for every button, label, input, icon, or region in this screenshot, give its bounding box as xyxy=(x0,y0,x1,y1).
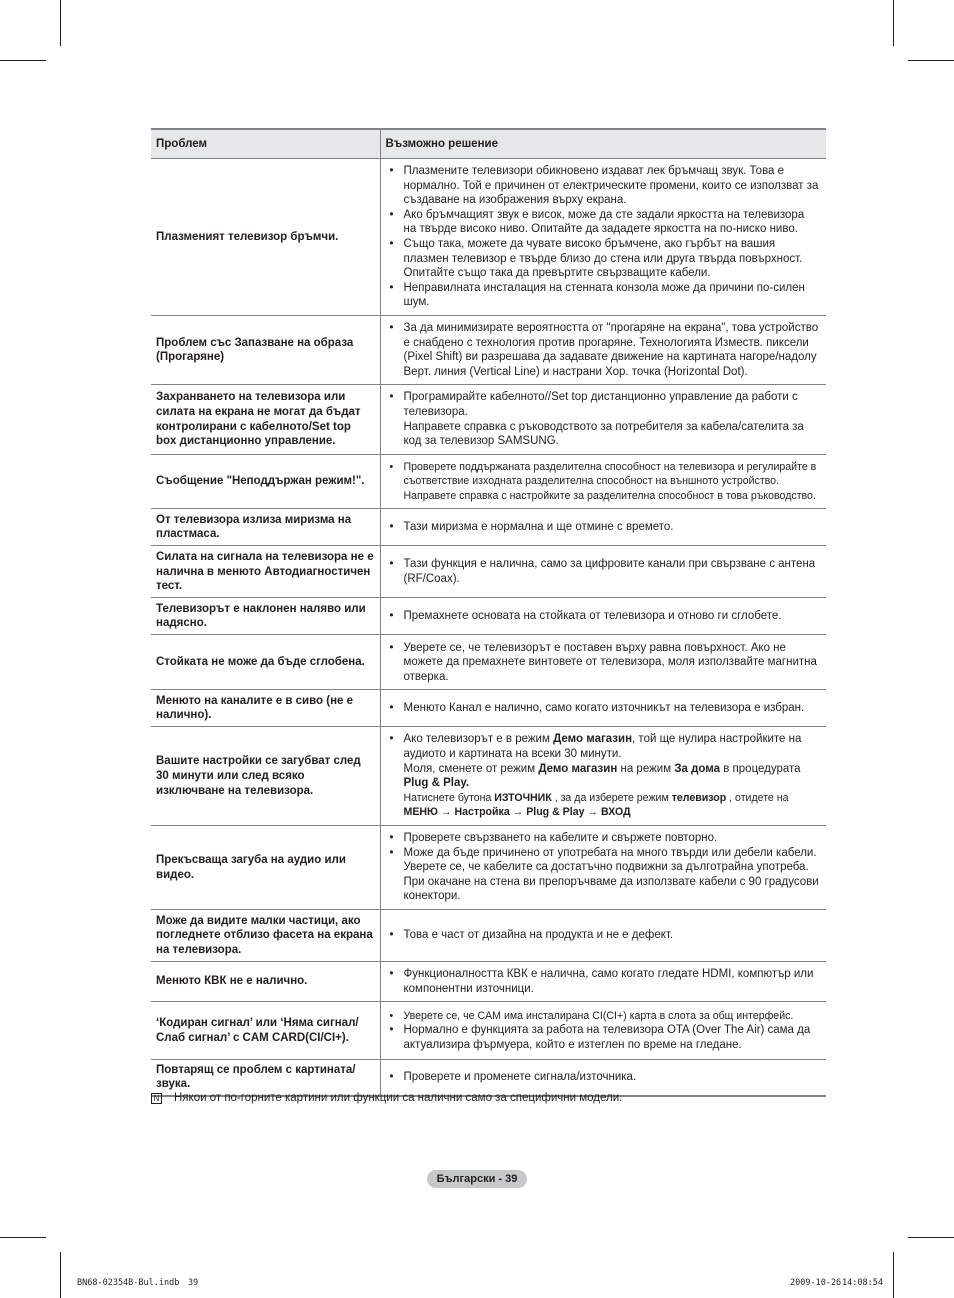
solution-item: • За да минимизирате вероятността от "прогаряне на екрана", това устройство е снабдено с технология против прогаряне. Технологията Изместв. пиксели (Pixel Shift) ви разрешава да задавате движение на картината нагоре/надолу Верт. линия (Vertical Line) и настрани Хор. точка (Horizontal Dot). xyxy=(387,321,821,379)
solution-cell xyxy=(380,1002,826,1060)
solution-cell xyxy=(380,826,826,910)
problem-cell: Плазменият телевизор бръмчи. xyxy=(151,159,380,316)
crop-mark xyxy=(908,60,954,61)
solution-cell xyxy=(380,159,826,316)
table-row xyxy=(151,910,826,962)
problem-cell: Прекъсваща загуба на аудио или видео. xyxy=(151,826,380,910)
solution-item: • Уверете се, че телевизорът е поставен върху равна повърхност. Ако не можете да премахнете винтовете от телевизора, моля използвайте магнитна отверка. xyxy=(387,641,821,685)
solution-item: • Уверете се, че CAM има инсталирана CI(CI+) карта в слота за общ интерфейс. xyxy=(387,1009,821,1024)
problem-cell: Повтарящ се проблем с картината/ звука. xyxy=(151,1060,380,1096)
solution-cell xyxy=(380,690,826,727)
text-run-bold: МЕНЮ → Настройка → Plug & Play → ВХОД xyxy=(403,806,631,819)
table-row xyxy=(151,509,826,546)
note xyxy=(151,1092,622,1104)
table-row xyxy=(151,159,826,316)
footer-time: 14:08:54 xyxy=(842,1278,883,1288)
solution-item: • Проверете свързването на кабелите и свържете повторно. xyxy=(387,831,821,846)
solution-cell xyxy=(380,315,826,384)
crop-mark xyxy=(893,0,894,46)
solution-cell xyxy=(380,635,826,690)
table-row xyxy=(151,1002,826,1060)
solution-item: • Функционалността КВК е налична, само когато гледате HDMI, компютър или компонентни източници. xyxy=(387,967,821,996)
table-row xyxy=(151,454,826,509)
solution-line: Направете справка с настройките за разделителна способност в това ръководство. xyxy=(403,489,816,502)
table-row xyxy=(151,315,826,384)
solution-cell xyxy=(380,546,826,598)
table-header-row xyxy=(151,129,826,159)
solution-item: • Неправилната инсталация на стенната конзола може да причини по-силен шум. xyxy=(387,281,821,310)
table-row xyxy=(151,826,826,910)
problem-cell: Може да видите малки частици, ако погледнете отблизо фасета на екрана на телевизора. xyxy=(151,910,380,962)
solution-line: Програмирайте кабелното//Set top дистанционно управление да работи с телевизора. xyxy=(403,391,798,418)
footer-page: 39 xyxy=(188,1278,199,1288)
solution-item: • Менюто Канал е налично, само когато източникът на телевизора е избран. xyxy=(387,701,821,716)
solution-item: • Това е част от дизайна на продукта и не е дефект. xyxy=(387,928,821,943)
text-run: Ако телевизорът е в режим xyxy=(403,733,554,746)
table-row xyxy=(151,727,826,826)
solution-item xyxy=(387,732,821,820)
solution-item: • Тази миризма е нормална и ще отмине с времето. xyxy=(387,520,821,535)
solution-item: • Тази функция е налична, само за цифровите канали при свързване с антена (RF/Coax). xyxy=(387,557,821,586)
solution-item: • Може да бъде причинено от употребата на много твърди или дебели кабели. Уверете се, че кабелите са достатъчно подвижни за дълготрайна употреба. При окачане на стена ви препоръчваме да използвате кабели с 90 градусови конектори. xyxy=(387,846,821,904)
problem-cell: Телевизорът е наклонен наляво или надясно. xyxy=(151,598,380,635)
crop-mark xyxy=(60,0,61,46)
solution-item: • Проверете и променете сигнала/източника. xyxy=(387,1070,821,1085)
solution-cell xyxy=(380,509,826,546)
problem-cell: Силата на сигнала на телевизора не е налична в менюто Автодиагностичен тест. xyxy=(151,546,380,598)
header-problem: Проблем xyxy=(151,129,380,159)
note-text: Някои от по-горните картини или функции са налични само за специфични модели. xyxy=(174,1092,623,1104)
solution-item xyxy=(387,390,821,448)
solution-cell xyxy=(380,910,826,962)
crop-mark xyxy=(893,1252,894,1298)
table-row xyxy=(151,598,826,635)
text-run-bold: За дома xyxy=(674,762,721,775)
solution-cell xyxy=(380,962,826,1002)
solution-cell xyxy=(380,385,826,454)
text-run: , за да изберете режим xyxy=(551,791,672,804)
text-run-bold: ИЗТОЧНИК xyxy=(494,791,552,804)
problem-cell: Менюто на каналите е в сиво (не е налично). xyxy=(151,690,380,727)
text-run: , отидете на xyxy=(726,791,789,804)
table-row xyxy=(151,385,826,454)
solution-cell xyxy=(380,598,826,635)
text-run: Натиснете бутона xyxy=(403,791,495,804)
table-row xyxy=(151,1060,826,1096)
problem-cell: Стойката не може да бъде сглобена. xyxy=(151,635,380,690)
solution-item xyxy=(387,460,821,504)
solution-cell xyxy=(380,727,826,826)
text-run-bold: Демо магазин xyxy=(553,733,633,746)
solution-cell xyxy=(380,1060,826,1096)
problem-cell: Захранването на телевизора или силата на екрана не могат да бъдат контролирани с кабелното/Set top box дистанционно управление. xyxy=(151,385,380,454)
page-number-badge: Български - 39 xyxy=(427,1170,527,1188)
problem-cell: Менюто КВК не е налично. xyxy=(151,962,380,1002)
crop-mark xyxy=(60,1252,61,1298)
footer-file-name: BN68-02354B-Bul.indb xyxy=(77,1278,180,1288)
text-run-bold: телевизор xyxy=(671,791,727,804)
solution-cell xyxy=(380,454,826,509)
table-row xyxy=(151,635,826,690)
solution-item: • Премахнете основата на стойката от телевизора и отново ги сглобете. xyxy=(387,609,821,624)
table-row xyxy=(151,962,826,1002)
crop-mark xyxy=(0,1237,46,1238)
troubleshooting-table xyxy=(151,128,826,1097)
text-run-bold: Plug & Play. xyxy=(403,777,470,790)
table-row xyxy=(151,690,826,727)
problem-cell: Вашите настройки се загубват след 30 минути или след всяко изключване на телевизора. xyxy=(151,727,380,826)
crop-mark xyxy=(908,1237,954,1238)
problem-cell: ‘Кодиран сигнал’ или ‘Няма сигнал/ Слаб сигнал’ с CAM CARD(CI/CI+). xyxy=(151,1002,380,1060)
solution-item: • Ако бръмчащият звук е висок, може да сте задали яркостта на телевизора на твърде високо ниво. Опитайте да зададете яркостта на по-ниско ниво. xyxy=(387,208,821,237)
note-icon: N xyxy=(151,1093,162,1104)
problem-cell: Съобщение "Неподдържан режим!". xyxy=(151,454,380,509)
text-run: на режим xyxy=(617,762,675,775)
solution-item: • Плазмените телевизори обикновено издават лек бръмчащ звук. Това е нормално. Той е причинен от електрическите промени, които се използват за създаване на изображения върху екрана. xyxy=(387,164,821,208)
solution-item: • Също така, можете да чувате високо бръмчене, ако гърбът на вашия плазмен телевизор е твърде близо до стена или друга твърда повърхност. Опитайте също така да превъртите свързващите кабели. xyxy=(387,237,821,281)
footer-date: 2009-10-26 xyxy=(790,1278,842,1288)
text-run: , той ще нулира настройките на аудиото и картината на всеки 30 минути. xyxy=(403,733,802,761)
solution-item: • Нормално е функцията за работа на телевизора OTA (Over The Air) сама да актуализира фърмуера, който е изтеглен по време на гледане. xyxy=(387,1023,821,1052)
header-solution: Възможно решение xyxy=(380,129,826,159)
text-run-bold: Демо магазин xyxy=(538,762,618,775)
table-row xyxy=(151,546,826,598)
crop-mark xyxy=(0,60,46,61)
solution-line: Направете справка с ръководството за потребителя за кабела/сателита за код за телевизор SAMSUNG. xyxy=(403,420,804,448)
problem-cell: От телевизора излиза миризма на пластмаса. xyxy=(151,509,380,546)
solution-line: Проверете поддържаната разделителна способност на телевизора и регулирайте в съответствие изходната разделителна способност на външното устройство. xyxy=(403,460,817,488)
text-run: в процедурата xyxy=(720,762,801,775)
text-run: Моля, сменете от режим xyxy=(403,762,539,775)
problem-cell: Проблем със Запазване на образа (Прогаряне) xyxy=(151,315,380,384)
